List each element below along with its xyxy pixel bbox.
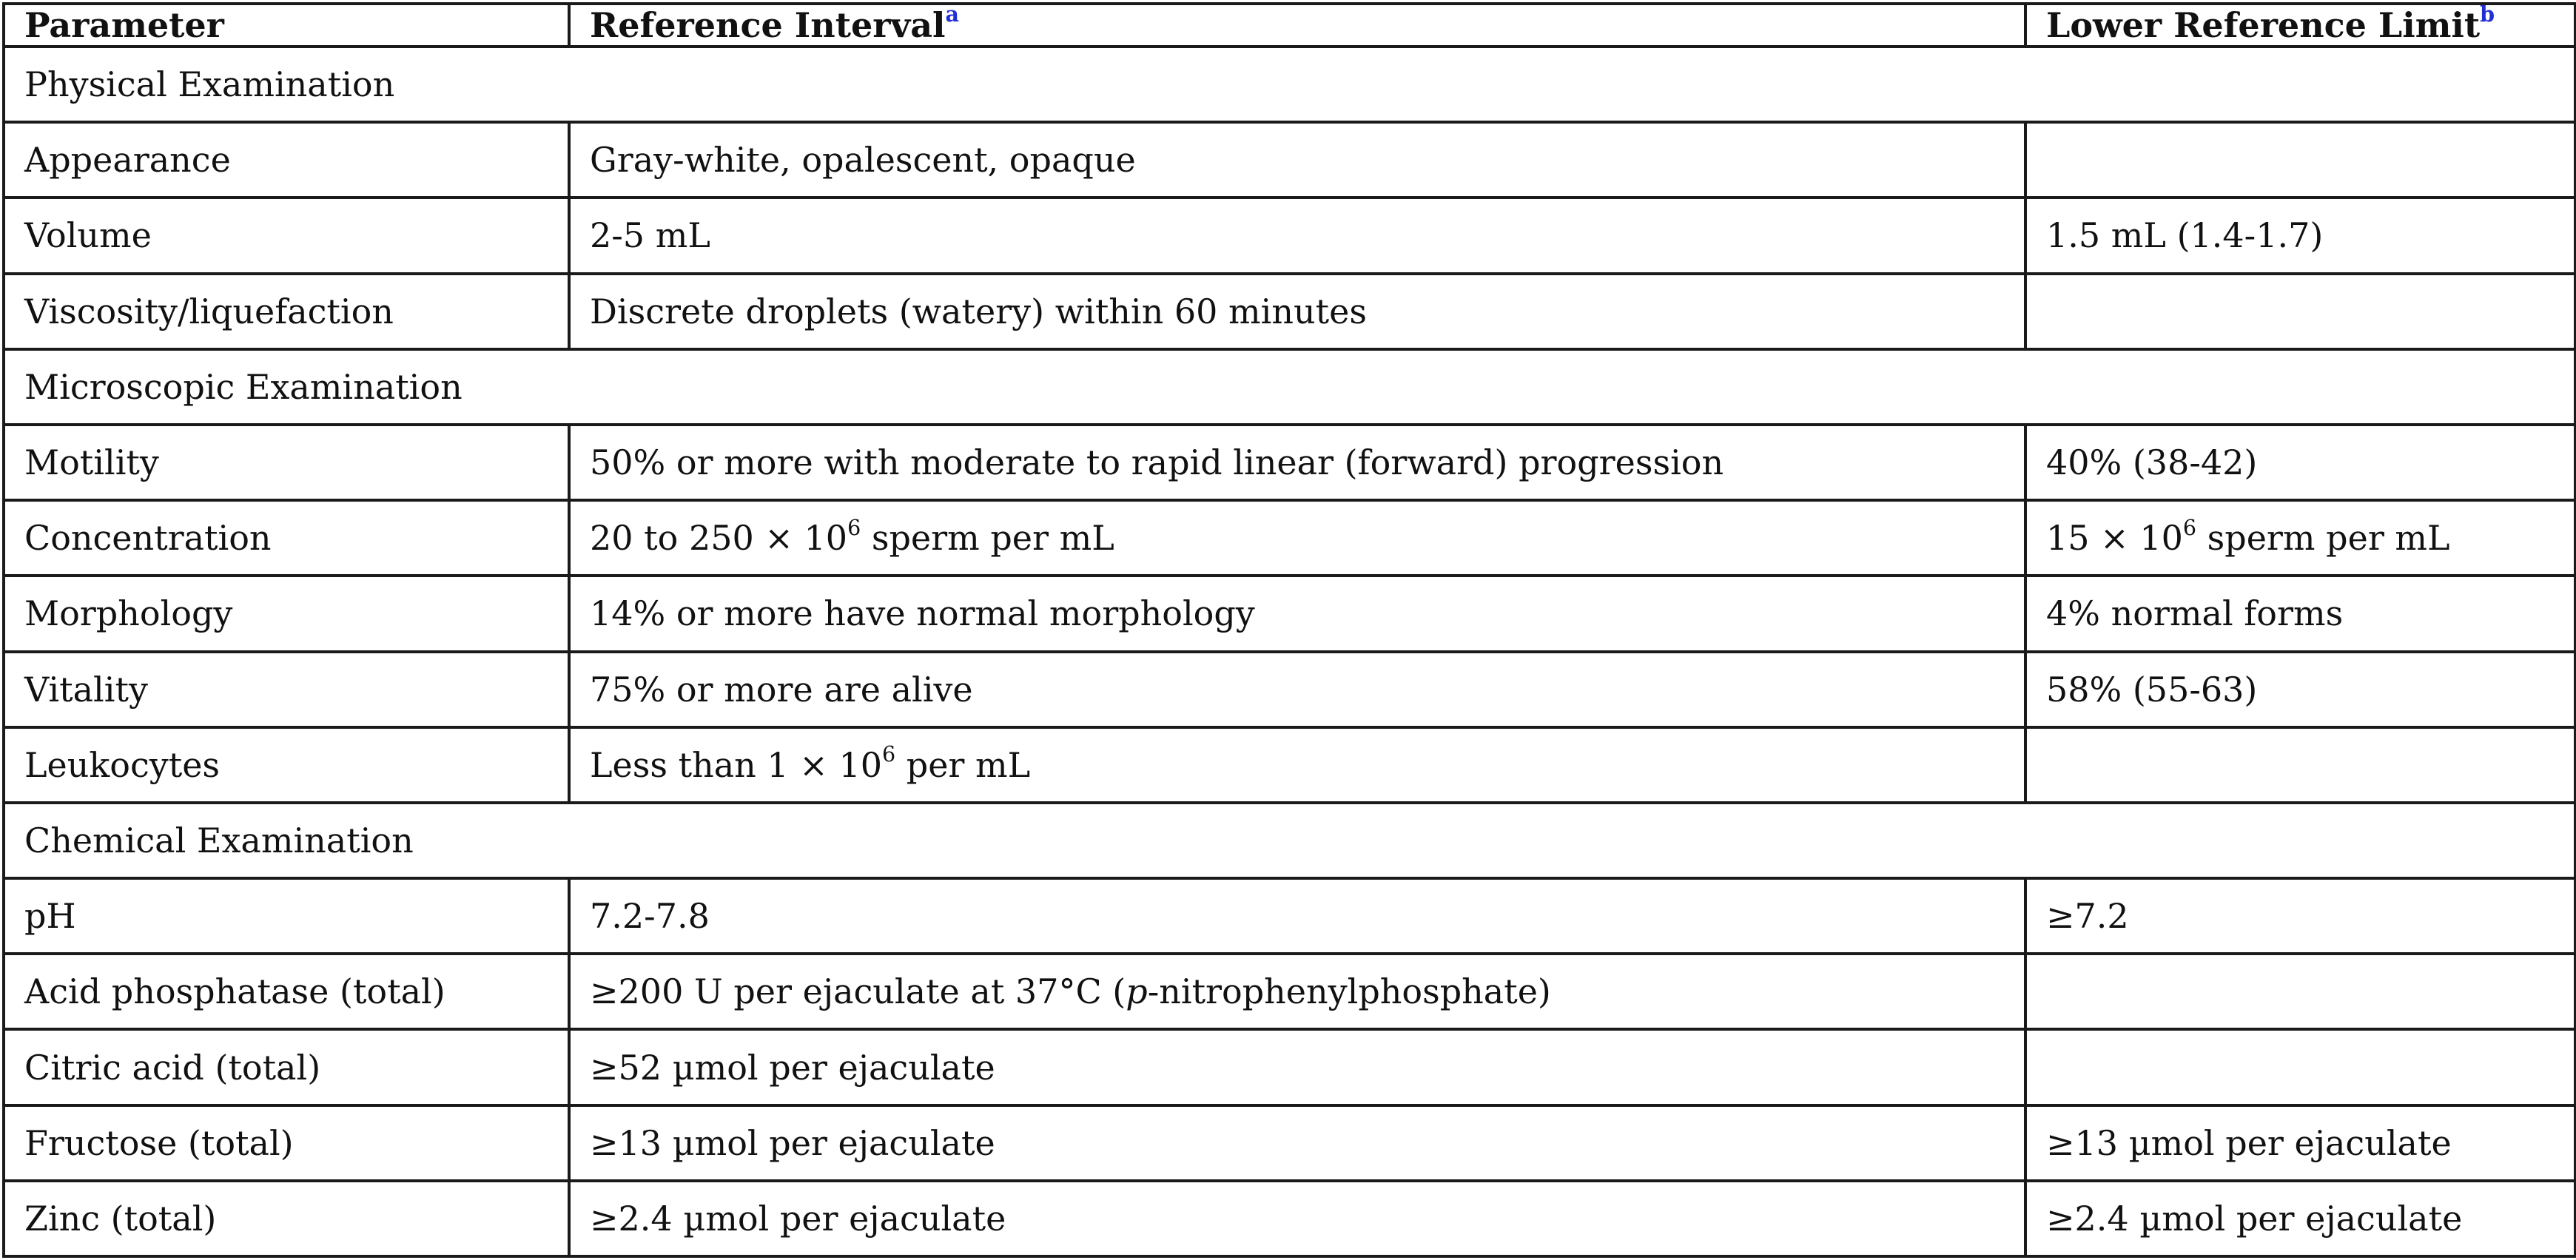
- cell-interval: 50% or more with moderate to rapid linear (forward) progression: [569, 425, 2025, 500]
- table-row: [4, 500, 2575, 576]
- cell-parameter: Concentration: [4, 500, 569, 576]
- header-parameter: Parameter: [4, 4, 569, 47]
- footnote-marker-a: a: [945, 4, 959, 27]
- table-row: [4, 727, 2575, 803]
- cell-lower: [2025, 1029, 2575, 1105]
- footnote-marker-b: b: [2480, 4, 2495, 27]
- cell-interval: 14% or more have normal morphology: [569, 576, 2025, 651]
- cell-interval: Gray-white, opalescent, opaque: [569, 122, 2025, 198]
- reference-table: [2, 2, 2576, 1258]
- cell-lower: ≥13 µmol per ejaculate: [2025, 1105, 2575, 1181]
- cell-interval: Discrete droplets (watery) within 60 minutes: [569, 274, 2025, 349]
- section-row: [4, 803, 2575, 878]
- cell-parameter: Vitality: [4, 652, 569, 727]
- cell-interval: 2-5 mL: [569, 198, 2025, 273]
- section-row: [4, 349, 2575, 425]
- cell-interval: ≥52 µmol per ejaculate: [569, 1029, 2025, 1105]
- cell-interval: Less than $1 \times 10^6$ per mL: [569, 727, 2025, 803]
- cell-parameter: Fructose (total): [4, 1105, 569, 1181]
- table-row: [4, 878, 2575, 954]
- cell-interval: 75% or more are alive: [569, 652, 2025, 727]
- table-row: [4, 1029, 2575, 1105]
- section-row: [4, 47, 2575, 122]
- section-physical: Physical Examination: [4, 47, 2575, 122]
- exponent: 6: [2182, 515, 2197, 540]
- table-row: [4, 198, 2575, 273]
- cell-lower: $15 \times 10^6$ sperm per mL: [2025, 500, 2575, 576]
- cell-lower: 1.5 mL (1.4-1.7): [2025, 198, 2575, 273]
- cell-lower: [2025, 122, 2575, 198]
- table-row: [4, 122, 2575, 198]
- exponent: 6: [881, 742, 896, 767]
- cell-lower: [2025, 727, 2575, 803]
- cell-lower: [2025, 274, 2575, 349]
- cell-parameter: Viscosity/liquefaction: [4, 274, 569, 349]
- cell-lower: 40% (38-42): [2025, 425, 2575, 500]
- cell-lower: 58% (55-63): [2025, 652, 2575, 727]
- cell-interval: 7.2-7.8: [569, 878, 2025, 954]
- header-row: [4, 4, 2575, 47]
- cell-parameter: pH: [4, 878, 569, 954]
- cell-parameter: Appearance: [4, 122, 569, 198]
- cell-parameter: Morphology: [4, 576, 569, 651]
- cell-lower: ≥2.4 µmol per ejaculate: [2025, 1181, 2575, 1256]
- table-row: [4, 1105, 2575, 1181]
- table-row: [4, 652, 2575, 727]
- section-microscopic: Microscopic Examination: [4, 349, 2575, 425]
- table-row: [4, 425, 2575, 500]
- cell-lower: ≥7.2: [2025, 878, 2575, 954]
- section-chemical: Chemical Examination: [4, 803, 2575, 878]
- table-row: [4, 274, 2575, 349]
- cell-parameter: Leukocytes: [4, 727, 569, 803]
- cell-interval: ≥200 U per ejaculate at 37°C (p-nitrophenylphosphate): [569, 954, 2025, 1029]
- cell-lower: 4% normal forms: [2025, 576, 2575, 651]
- cell-parameter: Volume: [4, 198, 569, 273]
- cell-parameter: Motility: [4, 425, 569, 500]
- table-row: [4, 576, 2575, 651]
- italic-p: p: [1126, 971, 1148, 1012]
- table-row: [4, 954, 2575, 1029]
- cell-parameter: Citric acid (total): [4, 1029, 569, 1105]
- table-row: [4, 1181, 2575, 1256]
- cell-interval: 20 to $250 \times 10^6$ sperm per mL: [569, 500, 2025, 576]
- cell-parameter: Zinc (total): [4, 1181, 569, 1256]
- header-lower-reference-limit: Lower Reference Limit$^b$: [2025, 4, 2575, 47]
- header-reference-interval: Reference Interval$^a$: [569, 4, 2025, 47]
- cell-lower: [2025, 954, 2575, 1029]
- cell-parameter: Acid phosphatase (total): [4, 954, 569, 1029]
- cell-interval: ≥13 µmol per ejaculate: [569, 1105, 2025, 1181]
- cell-interval: ≥2.4 µmol per ejaculate: [569, 1181, 2025, 1256]
- exponent: 6: [847, 515, 861, 540]
